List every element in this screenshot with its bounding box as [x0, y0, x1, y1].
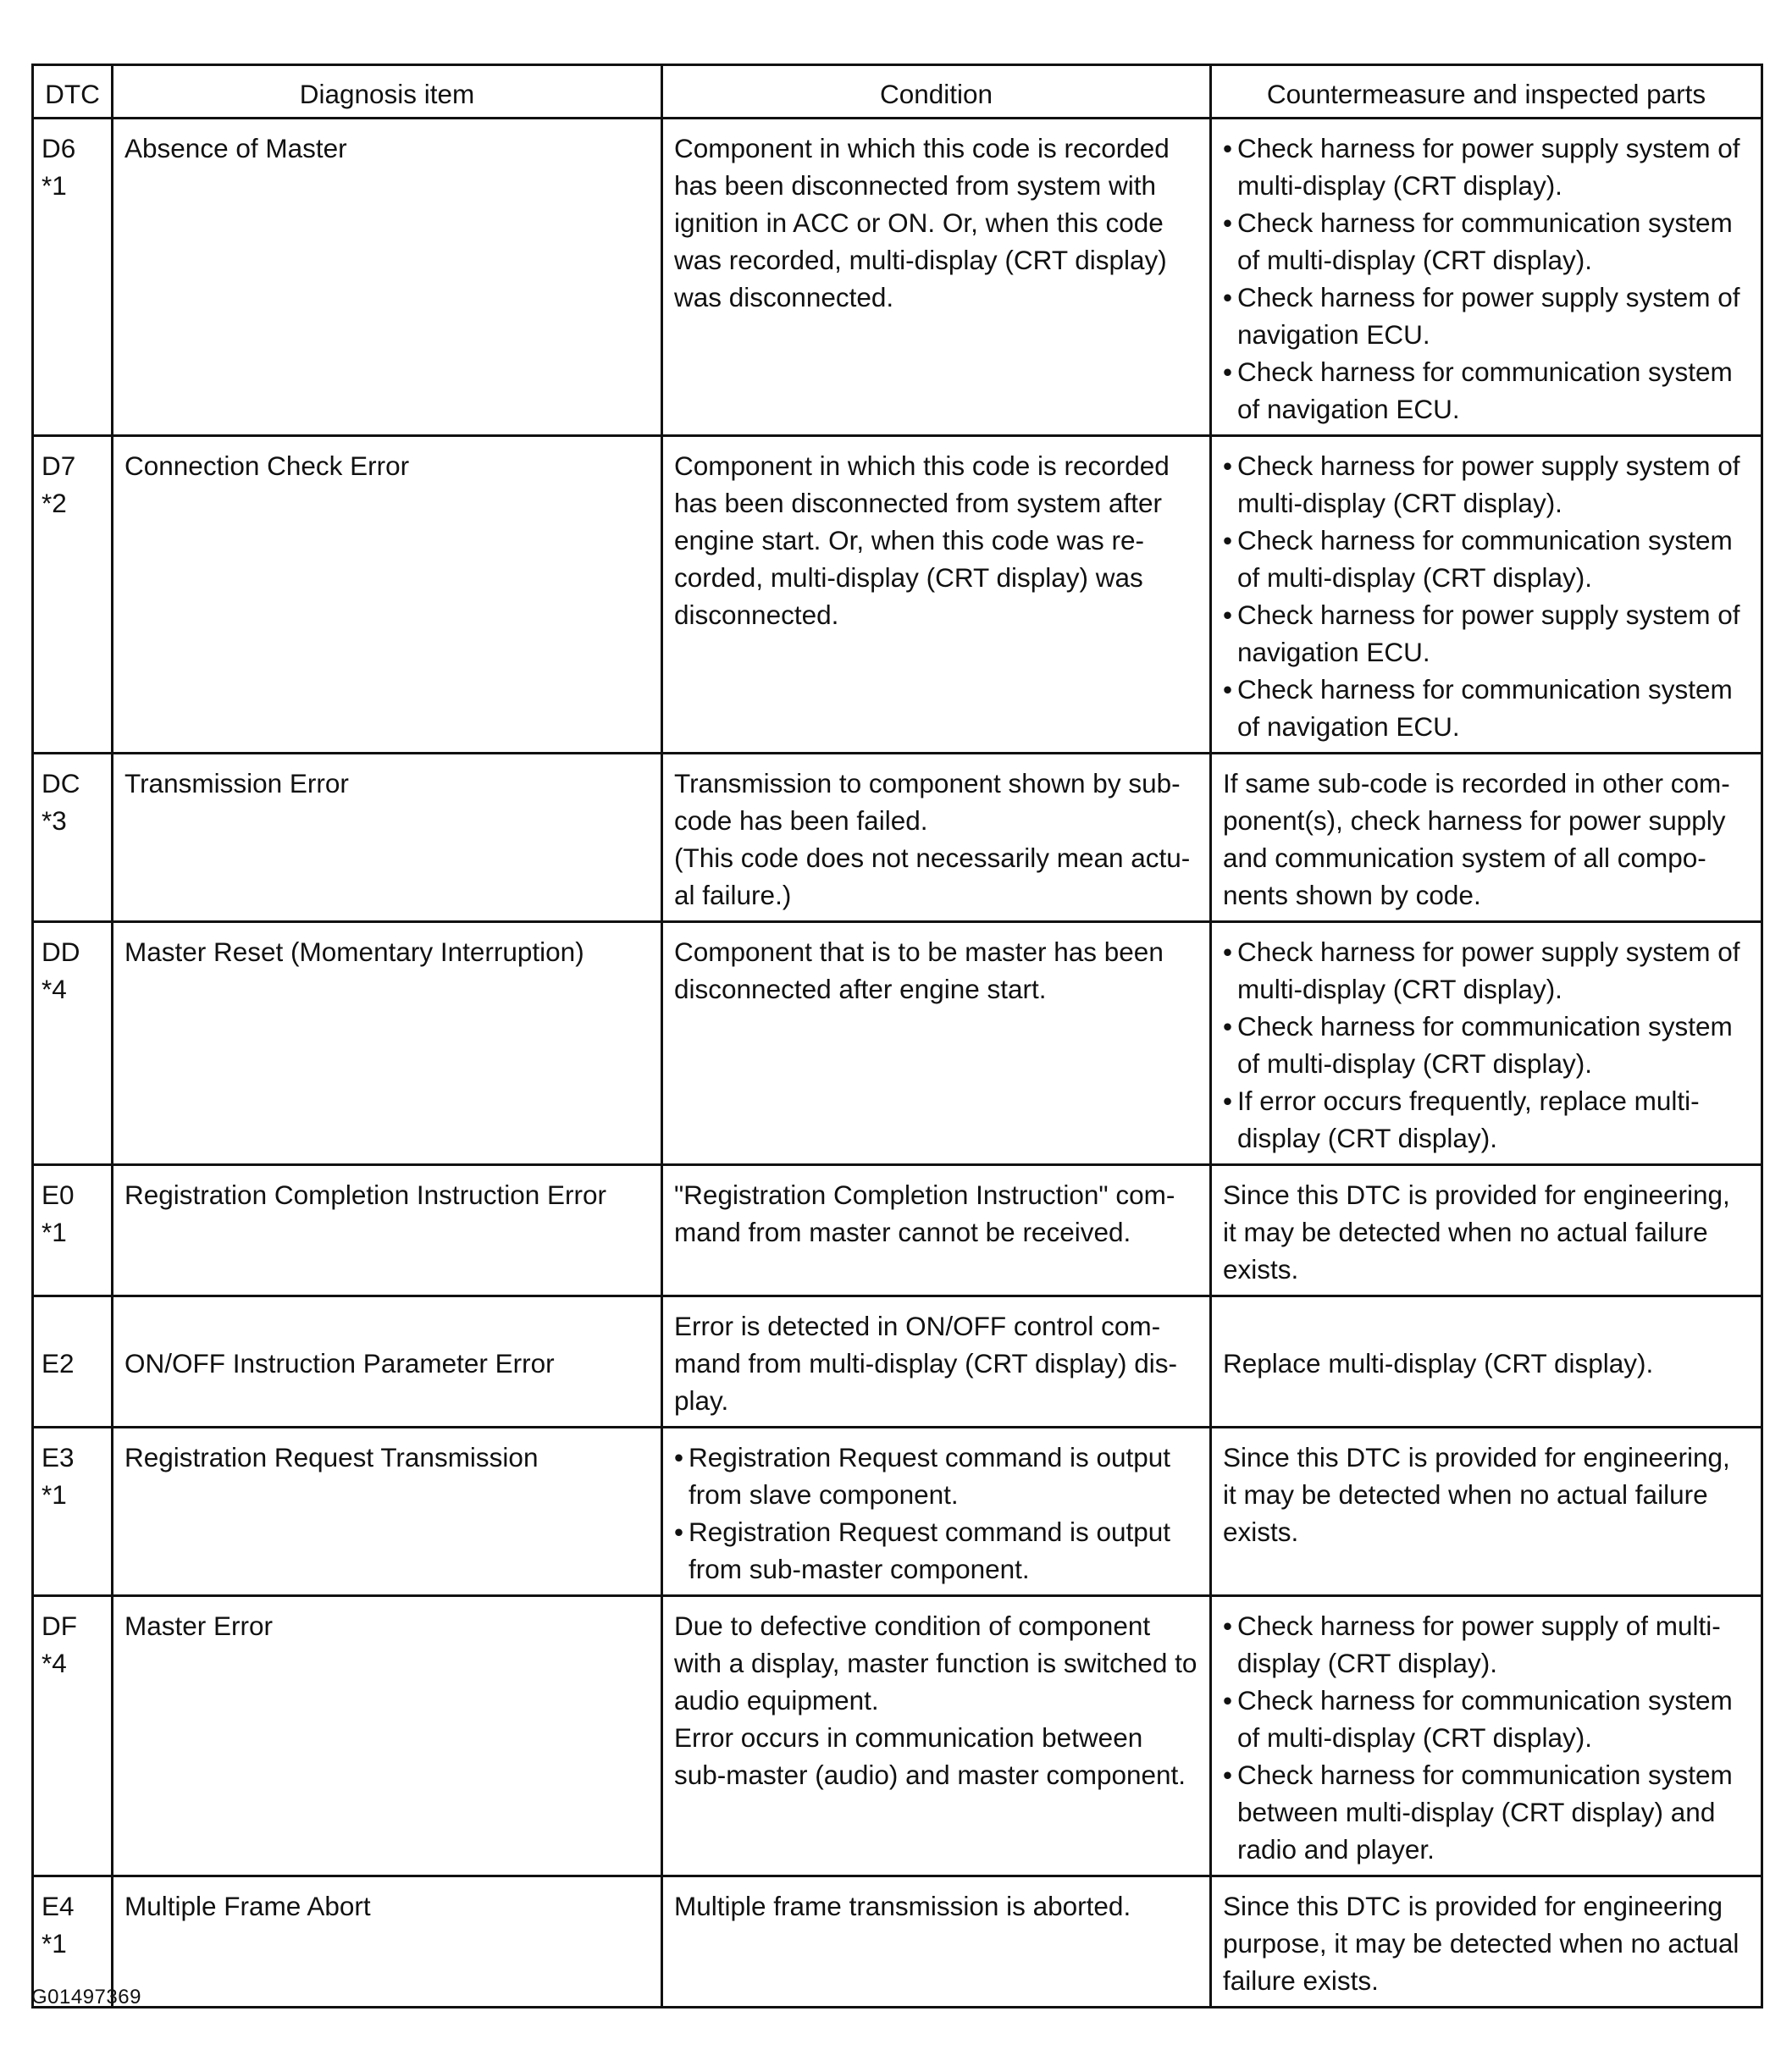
condition-text: Error is detected in ON/OFF control com-mand from multi-display (CRT display) dis-play.: [674, 1311, 1177, 1416]
dtc-note: *1: [41, 1928, 67, 1959]
countermeasure-item: • Check harness for communication system of navigation ECU.: [1223, 353, 1751, 428]
dtc-code: DF: [41, 1611, 77, 1641]
dtc-code-cell: [33, 119, 113, 436]
condition-item: • Registration Request command is output from slave component.: [674, 1439, 1199, 1513]
countermeasure-cell: [1211, 1596, 1762, 1876]
countermeasure-item: • Check harness for communication system of multi-display (CRT display).: [1223, 522, 1751, 596]
condition-text: (This code does not necessarily mean actu-al failure.): [674, 843, 1191, 910]
table-row: [33, 1296, 1762, 1428]
dtc-note: *4: [41, 1648, 67, 1678]
dtc-note: *1: [41, 170, 67, 201]
countermeasure-item: • Check harness for communication system of navigation ECU.: [1223, 671, 1751, 745]
header-dtc: DTC: [33, 65, 113, 119]
dtc-note: *3: [41, 805, 67, 836]
condition-text: Component in which this code is recorded has been disconnected from system with ignition in ACC or ON. Or, when this code was recorded, multi-display (CRT display) was disconnected.: [674, 133, 1170, 312]
dtc-code: E0: [41, 1180, 75, 1210]
condition-text: Component that is to be master has been disconnected after engine start.: [674, 937, 1164, 1004]
dtc-code: D6: [41, 133, 76, 163]
table-row: [33, 1596, 1762, 1876]
condition-text: Component in which this code is recorded has been disconnected from system after engine start. Or, when this code was re-corded, multi-display (CRT display) was disconnected.: [674, 450, 1170, 630]
condition-text: "Registration Completion Instruction" com-mand from master cannot be received.: [674, 1180, 1175, 1247]
dtc-table-container: [31, 64, 1761, 2008]
dtc-code-cell: [33, 1165, 113, 1296]
diagnosis-item-cell: Master Error: [113, 1596, 662, 1876]
dtc-code-cell: [33, 1296, 113, 1428]
dtc-code-cell: [33, 922, 113, 1165]
dtc-code-cell: [33, 754, 113, 922]
dtc-code: E2: [41, 1348, 75, 1379]
countermeasure-item: • If error occurs frequently, replace multi-display (CRT display).: [1223, 1082, 1751, 1157]
dtc-code-cell: [33, 1428, 113, 1596]
condition-cell: [662, 1165, 1211, 1296]
countermeasure-item: • Check harness for communication system of multi-display (CRT display).: [1223, 1008, 1751, 1082]
countermeasure-item: • Check harness for power supply of multi-display (CRT display).: [1223, 1607, 1751, 1682]
countermeasure-item: • Check harness for power supply system of navigation ECU.: [1223, 279, 1751, 353]
countermeasure-item: • Check harness for communication system of multi-display (CRT display).: [1223, 204, 1751, 279]
header-countermeasure: Countermeasure and inspected parts: [1211, 65, 1762, 119]
countermeasure-cell: [1211, 1876, 1762, 2008]
condition-text: Error occurs in communication between sub-master (audio) and master component.: [674, 1722, 1186, 1790]
dtc-table: [31, 64, 1763, 2008]
countermeasure-item: • Check harness for power supply system of multi-display (CRT display).: [1223, 933, 1751, 1008]
diagnosis-item-cell: Master Reset (Momentary Interruption): [113, 922, 662, 1165]
table-header-row: [33, 65, 1762, 119]
condition-text: Multiple frame transmission is aborted.: [674, 1891, 1131, 1921]
table-row: [33, 1428, 1762, 1596]
header-condition: Condition: [662, 65, 1211, 119]
table-row: [33, 1876, 1762, 2008]
diagnosis-item-cell: Absence of Master: [113, 119, 662, 436]
countermeasure-cell: [1211, 1428, 1762, 1596]
table-body: [33, 119, 1762, 2008]
table-row: [33, 922, 1762, 1165]
dtc-code-cell: [33, 1596, 113, 1876]
countermeasure-text: Replace multi-display (CRT display).: [1223, 1348, 1654, 1379]
diagnosis-item-cell: ON/OFF Instruction Parameter Error: [113, 1296, 662, 1428]
condition-text: Due to defective condition of component with a display, master function is switched to audio equipment.: [674, 1611, 1197, 1716]
figure-id: G01497369: [31, 1986, 141, 2008]
condition-cell: [662, 754, 1211, 922]
diagnosis-item-cell: Registration Completion Instruction Error: [113, 1165, 662, 1296]
header-diagnosis-item: Diagnosis item: [113, 65, 662, 119]
dtc-code: E3: [41, 1442, 75, 1473]
dtc-code: DD: [41, 937, 80, 967]
dtc-code: D7: [41, 450, 76, 481]
countermeasure-text: Since this DTC is provided for engineering, it may be detected when no actual failure exists.: [1223, 1442, 1730, 1547]
countermeasure-item: • Check harness for communication system between multi-display (CRT display) and radio and player.: [1223, 1756, 1751, 1868]
diagnosis-item-cell: Multiple Frame Abort: [113, 1876, 662, 2008]
countermeasure-cell: [1211, 119, 1762, 436]
condition-cell: [662, 1876, 1211, 2008]
dtc-note: *4: [41, 974, 67, 1004]
table-row: [33, 119, 1762, 436]
condition-cell: [662, 436, 1211, 754]
condition-cell: [662, 1596, 1211, 1876]
dtc-code-cell: [33, 436, 113, 754]
table-row: [33, 1165, 1762, 1296]
dtc-code: DC: [41, 768, 80, 798]
countermeasure-cell: [1211, 1165, 1762, 1296]
condition-cell: [662, 1428, 1211, 1596]
diagnosis-item-cell: Registration Request Transmission: [113, 1428, 662, 1596]
countermeasure-item: • Check harness for power supply system of multi-display (CRT display).: [1223, 130, 1751, 204]
condition-text: Transmission to component shown by sub-code has been failed.: [674, 768, 1181, 836]
table-row: [33, 436, 1762, 754]
countermeasure-cell: [1211, 436, 1762, 754]
countermeasure-item: • Check harness for power supply system of multi-display (CRT display).: [1223, 447, 1751, 522]
table-row: [33, 754, 1762, 922]
diagnosis-item-cell: Transmission Error: [113, 754, 662, 922]
dtc-note: *2: [41, 488, 67, 518]
condition-cell: [662, 1296, 1211, 1428]
countermeasure-cell: [1211, 1296, 1762, 1428]
dtc-note: *1: [41, 1479, 67, 1510]
dtc-code: E4: [41, 1891, 75, 1921]
dtc-note: *1: [41, 1217, 67, 1247]
condition-cell: [662, 119, 1211, 436]
countermeasure-cell: [1211, 754, 1762, 922]
countermeasure-text: Since this DTC is provided for engineering, it may be detected when no actual failure exists.: [1223, 1180, 1730, 1285]
countermeasure-item: • Check harness for communication system of multi-display (CRT display).: [1223, 1682, 1751, 1756]
countermeasure-cell: [1211, 922, 1762, 1165]
countermeasure-item: • Check harness for power supply system of navigation ECU.: [1223, 596, 1751, 671]
condition-item: • Registration Request command is output from sub-master component.: [674, 1513, 1199, 1588]
condition-cell: [662, 922, 1211, 1165]
countermeasure-text: If same sub-code is recorded in other com-ponent(s), check harness for power supply and communication system of all compo-nents shown by code.: [1223, 768, 1730, 910]
countermeasure-text: Since this DTC is provided for engineering purpose, it may be detected when no actual failure exists.: [1223, 1891, 1739, 1996]
diagnosis-item-cell: Connection Check Error: [113, 436, 662, 754]
